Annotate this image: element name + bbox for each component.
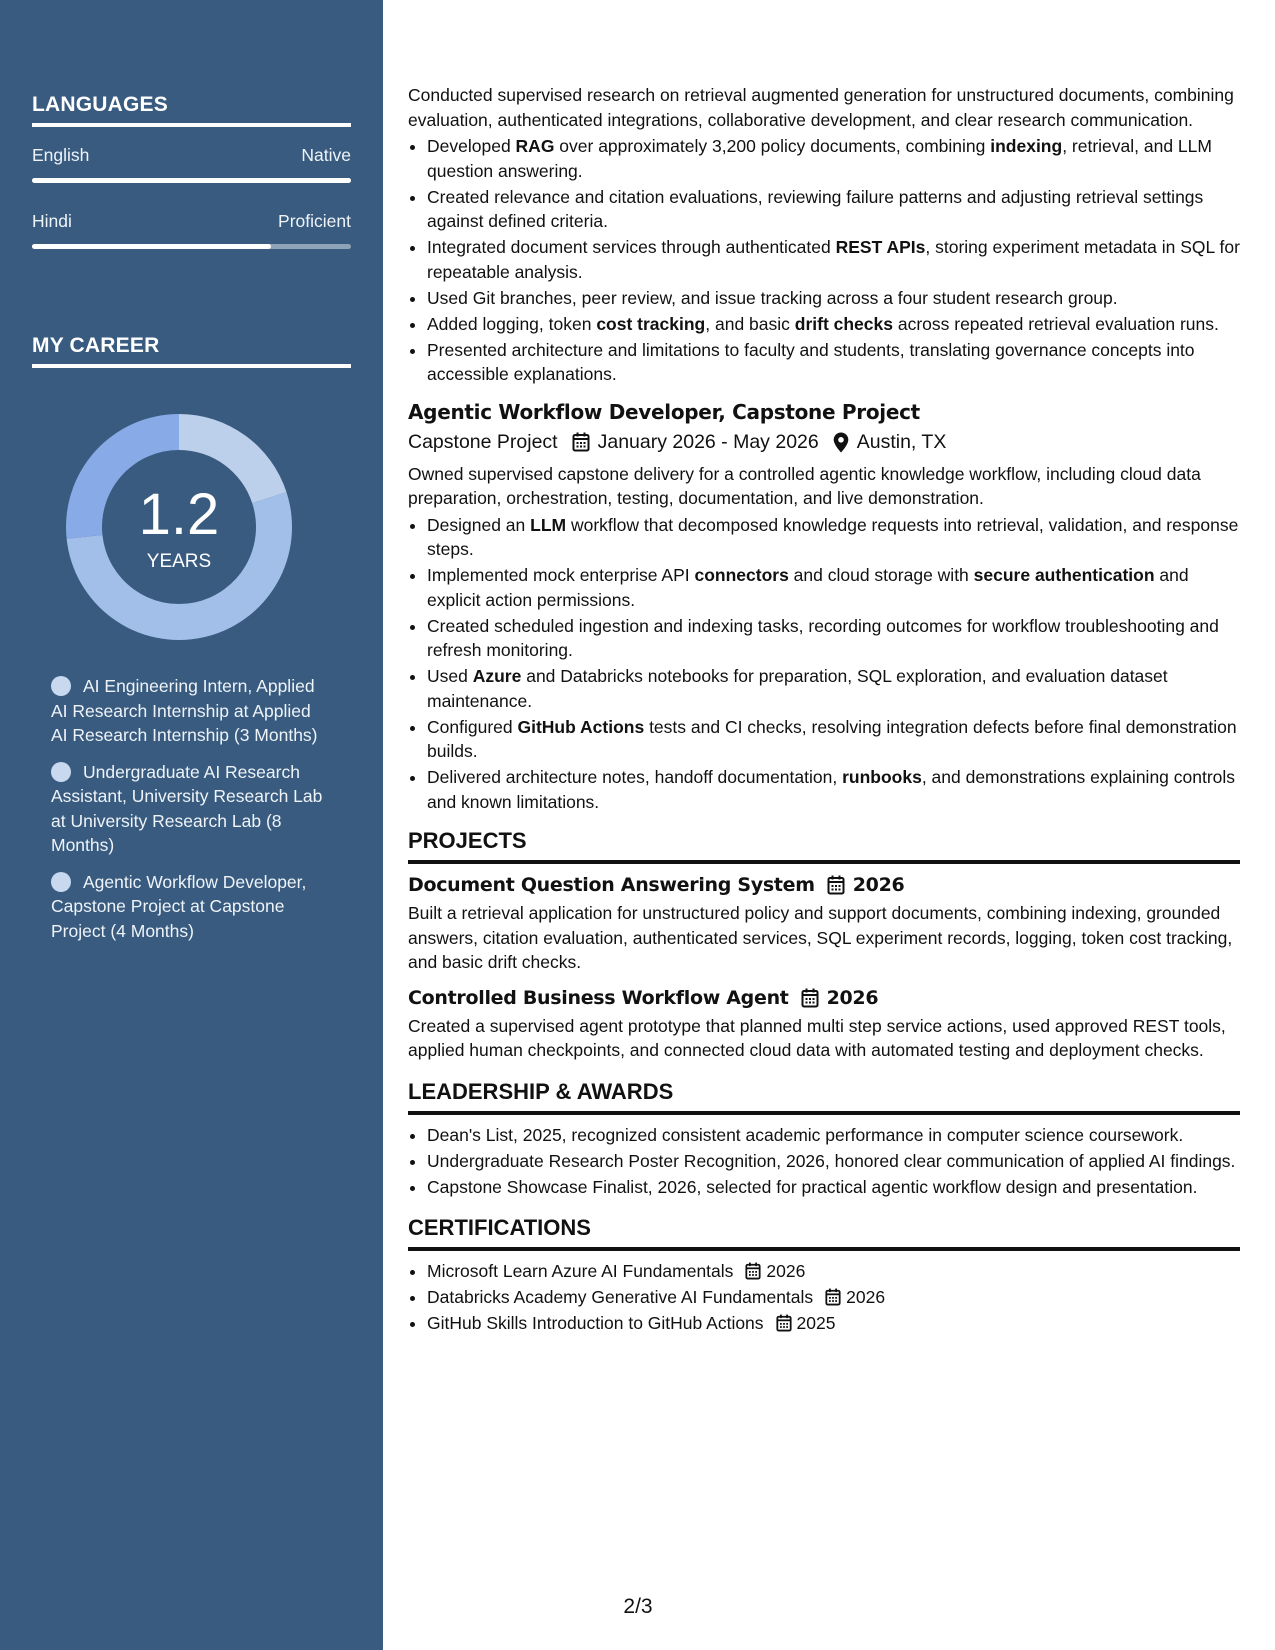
career-dot-icon — [51, 676, 71, 696]
job-bullets — [408, 513, 1240, 815]
career-item — [51, 760, 331, 858]
career-dot-icon — [51, 762, 71, 782]
cert-name: • Databricks Academy Generative AI Fundamentals — [427, 1287, 814, 1307]
list-item: • Used Azure and Databricks notebooks for preparation, SQL exploration, and evaluation dataset maintenance. — [427, 664, 1240, 713]
certifications-list — [408, 1259, 1240, 1336]
job-title: Agentic Workflow Developer, Capstone Project — [408, 399, 920, 424]
languages-section — [32, 93, 351, 249]
language-bar-fill — [32, 244, 271, 249]
calendar-icon — [827, 875, 845, 895]
awards-heading: LEADERSHIP & AWARDS — [408, 1079, 1240, 1115]
cert-name: • Microsoft Learn Azure AI Fundamentals — [427, 1261, 734, 1281]
career-years-unit: YEARS — [146, 551, 212, 572]
language-name: English — [32, 145, 90, 165]
intro-paragraph: Conducted supervised research on retrieval augmented generation for unstructured documents, combining evaluation, authenticated integrations, collaborative development, and clear research communication. — [408, 85, 1234, 130]
career-item — [51, 674, 331, 748]
list-item: • Used Git branches, peer review, and issue tracking across a four student research group. — [427, 286, 1240, 311]
cert-year: 2025 — [796, 1313, 836, 1333]
calendar-icon — [776, 1314, 792, 1332]
list-item: • Delivered architecture notes, handoff documentation, runbooks, and demonstrations explaining controls and known limitations. — [427, 765, 1240, 814]
list-item: • Configured GitHub Actions tests and CI checks, resolving integration defects before final demonstration builds. — [427, 715, 1240, 764]
location-pin-icon — [833, 432, 849, 453]
language-item — [32, 211, 351, 249]
list-item: • Added logging, token cost tracking, and basic drift checks across repeated retrieval evaluation runs. — [427, 312, 1240, 337]
career-item-text: Undergraduate AI Research Assistant, University Research Lab at University Research Lab (8 Months) — [51, 761, 323, 855]
career-item-text: AI Engineering Intern, Applied AI Research Internship at Applied AI Research Internship (3 Months) — [51, 676, 318, 745]
list-item: • Developed RAG over approximately 3,200 policy documents, combining indexing, retrieval, and LLM question answering. — [427, 134, 1240, 183]
project-description: Created a supervised agent prototype that planned multi step service actions, used approved REST tools, applied human checkpoints, and connected cloud data with automated testing and deployment checks. — [408, 1015, 1226, 1060]
language-bar-fill — [32, 178, 351, 183]
career-section — [32, 334, 351, 368]
list-item: • Created scheduled ingestion and indexing tasks, recording outcomes for workflow troubleshooting and refresh monitoring. — [427, 614, 1240, 663]
job-summary: Owned supervised capstone delivery for a controlled agentic knowledge workflow, including cloud data preparation, orchestration, testing, documentation, and live demonstration. — [408, 463, 1201, 508]
list-item: • Implemented mock enterprise API connectors and cloud storage with secure authentication and explicit action permissions. — [427, 563, 1240, 612]
cert-name: • GitHub Skills Introduction to GitHub Actions — [427, 1313, 764, 1333]
list-item — [427, 1311, 1240, 1336]
list-item: • Undergraduate Research Poster Recognition, 2026, honored clear communication of applied AI findings. — [427, 1149, 1240, 1174]
job-meta — [408, 431, 1240, 454]
project-description: Built a retrieval application for unstructured policy and support documents, combining indexing, grounded answers, citation evaluation, authenticated services, SQL experiment records, logging, token cost tracking, and basic drift checks. — [408, 903, 1233, 972]
language-level: Native — [301, 145, 351, 165]
cert-year: 2026 — [846, 1287, 886, 1307]
language-name: Hindi — [32, 211, 72, 231]
career-list — [51, 674, 331, 955]
awards-list — [408, 1123, 1240, 1200]
calendar-icon — [801, 988, 819, 1008]
calendar-icon — [572, 432, 590, 452]
career-item — [51, 870, 331, 944]
list-item: • Dean's List, 2025, recognized consistent academic performance in computer science coursework. — [427, 1123, 1240, 1148]
project-item — [408, 874, 1240, 975]
career-heading: MY CAREER — [32, 334, 351, 368]
list-item: • Presented architecture and limitations to faculty and students, translating governance concepts into accessible explanations. — [427, 338, 1240, 387]
languages-heading: LANGUAGES — [32, 93, 351, 127]
project-year: 2026 — [852, 874, 905, 896]
project-title: Controlled Business Workflow Agent — [408, 986, 789, 1009]
language-bar — [32, 178, 351, 183]
language-level: Proficient — [278, 211, 351, 231]
calendar-icon — [745, 1262, 761, 1280]
project-year: 2026 — [826, 986, 879, 1009]
list-item: • Integrated document services through authenticated REST APIs, storing experiment metadata in SQL for repeatable analysis. — [427, 235, 1240, 284]
career-dot-icon — [51, 872, 71, 892]
job-location: Austin, TX — [856, 430, 947, 453]
career-years-value: 1.2 — [138, 482, 220, 547]
projects-heading: PROJECTS — [408, 828, 1240, 864]
language-item — [32, 145, 351, 183]
list-item: • Designed an LLM workflow that decomposed knowledge requests into retrieval, validation, and response steps. — [427, 513, 1240, 562]
list-item: • Capstone Showcase Finalist, 2026, selected for practical agentic workflow design and presentation. — [427, 1175, 1240, 1200]
project-title: Document Question Answering System — [408, 874, 815, 896]
sidebar — [0, 0, 383, 1650]
career-donut — [66, 414, 292, 640]
page-number: 2/3 — [623, 1595, 653, 1618]
project-item — [408, 987, 1240, 1063]
certifications-heading: CERTIFICATIONS — [408, 1215, 1240, 1251]
cert-year: 2026 — [766, 1261, 806, 1281]
main-content — [408, 83, 1240, 1337]
list-item: • Created relevance and citation evaluations, reviewing failure patterns and adjusting retrieval settings against defined criteria. — [427, 185, 1240, 234]
calendar-icon — [825, 1288, 841, 1306]
job-dates: January 2026 - May 2026 — [597, 430, 819, 453]
job-org: Capstone Project — [408, 430, 558, 453]
intro-bullets — [408, 134, 1240, 387]
career-item-text: Agentic Workflow Developer, Capstone Project at Capstone Project (4 Months) — [51, 871, 307, 941]
list-item — [427, 1259, 1240, 1284]
language-bar — [32, 244, 351, 249]
list-item — [427, 1285, 1240, 1310]
